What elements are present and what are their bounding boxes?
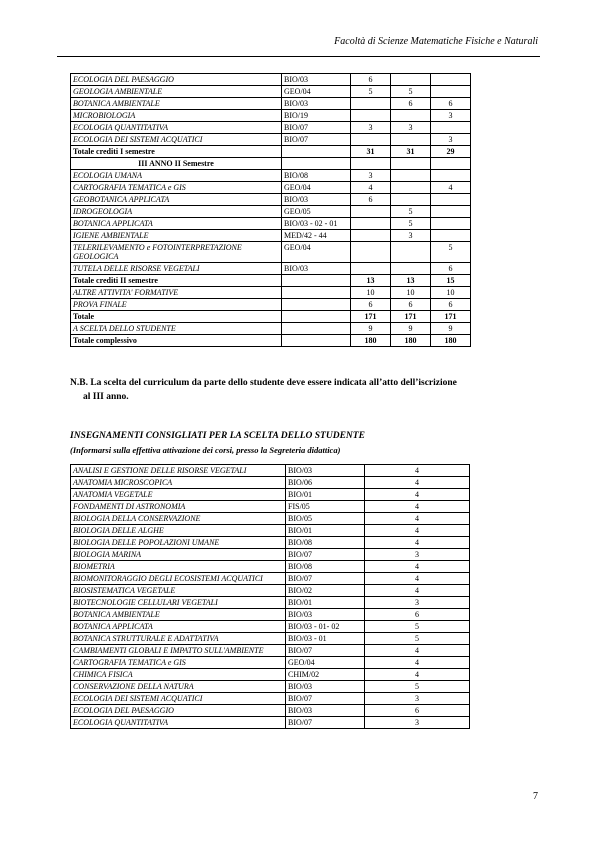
course-name: ECOLOGIA UMANA [71, 170, 282, 182]
credits-col-1 [351, 98, 391, 110]
course-name: BOTANICA APPLICATA [71, 218, 282, 230]
table-row [71, 146, 471, 158]
credits-col-3: 180 [431, 335, 471, 347]
course-code: BIO/01 [286, 525, 365, 537]
course-name: IDROGEOLOGIA [71, 206, 282, 218]
course-credits: 4 [365, 477, 470, 489]
table-row [71, 717, 470, 729]
credits-col-3: 171 [431, 311, 471, 323]
table-row [71, 86, 471, 98]
credits-col-2 [391, 170, 431, 182]
table-row [71, 657, 470, 669]
table-row [71, 323, 471, 335]
table-row [71, 74, 471, 86]
credits-col-3: 4 [431, 182, 471, 194]
credits-col-1 [351, 230, 391, 242]
course-code: BIO/07 [286, 717, 365, 729]
course-code: GEO/05 [282, 206, 351, 218]
table-row [71, 705, 470, 717]
course-name: Totale crediti I semestre [71, 146, 282, 158]
course-code: BIO/03 - 02 - 01 [282, 218, 351, 230]
credits-col-1: 5 [351, 86, 391, 98]
course-code: BIO/03 - 01 [286, 633, 365, 645]
course-code: BIO/08 [282, 170, 351, 182]
course-name: CAMBIAMENTI GLOBALI E IMPATTO SULL'AMBIENTE [71, 645, 286, 657]
course-name: CARTOGRAFIA TEMATICA e GIS [71, 657, 286, 669]
course-name: A SCELTA DELLO STUDENTE [71, 323, 282, 335]
credits-col-3: 10 [431, 287, 471, 299]
course-code: BIO/07 [286, 645, 365, 657]
credits-col-1: 171 [351, 311, 391, 323]
course-code: MED/42 - 44 [282, 230, 351, 242]
course-credits: 4 [365, 525, 470, 537]
credits-col-1 [351, 206, 391, 218]
course-name: TUTELA DELLE RISORSE VEGETALI [71, 263, 282, 275]
table-row [71, 549, 470, 561]
course-name: CONSERVAZIONE DELLA NATURA [71, 681, 286, 693]
course-code [282, 158, 351, 170]
course-code: BIO/02 [286, 585, 365, 597]
credits-col-2: 5 [391, 218, 431, 230]
credits-col-1 [351, 263, 391, 275]
credits-col-3 [431, 206, 471, 218]
course-name: BIOLOGIA DELLE POPOLAZIONI UMANE [71, 537, 286, 549]
course-code: BIO/03 [282, 98, 351, 110]
course-name: ECOLOGIA QUANTITATIVA [71, 717, 286, 729]
credits-col-1: 3 [351, 122, 391, 134]
course-code: BIO/07 [282, 122, 351, 134]
table-row [71, 134, 471, 146]
credits-col-2 [391, 110, 431, 122]
course-credits: 4 [365, 465, 470, 477]
table-row [71, 537, 470, 549]
table-row [71, 561, 470, 573]
section-subtitle: (Informarsi sulla effettiva attivazione dei corsi, presso la Segreteria didattica) [70, 445, 341, 455]
section-title: INSEGNAMENTI CONSIGLIATI PER LA SCELTA DELLO STUDENTE [70, 431, 365, 441]
course-name: MICROBIOLOGIA [71, 110, 282, 122]
table-row [71, 122, 471, 134]
course-code: BIO/05 [286, 513, 365, 525]
course-credits: 4 [365, 513, 470, 525]
course-name: BOTANICA STRUTTURALE E ADATTATIVA [71, 633, 286, 645]
credits-col-2: 13 [391, 275, 431, 287]
course-name: CHIMICA FISICA [71, 669, 286, 681]
table-row [71, 621, 470, 633]
credits-col-3: 6 [431, 299, 471, 311]
course-name: IGIENE AMBIENTALE [71, 230, 282, 242]
credits-col-3: 3 [431, 110, 471, 122]
course-credits: 4 [365, 573, 470, 585]
course-credits: 4 [365, 501, 470, 513]
credits-col-2 [391, 242, 431, 263]
table-row [71, 299, 471, 311]
credits-col-2 [391, 158, 431, 170]
credits-col-1: 6 [351, 74, 391, 86]
credits-col-2: 6 [391, 299, 431, 311]
table-row [71, 170, 471, 182]
course-name: BIOMETRIA [71, 561, 286, 573]
table-row [71, 206, 471, 218]
course-name: ANATOMIA VEGETALE [71, 489, 286, 501]
table-row [71, 275, 471, 287]
course-credits: 3 [365, 717, 470, 729]
credits-col-3: 29 [431, 146, 471, 158]
course-code: BIO/07 [286, 549, 365, 561]
course-name: FONDAMENTI DI ASTRONOMIA [71, 501, 286, 513]
credits-col-2: 3 [391, 122, 431, 134]
table-row [71, 477, 470, 489]
credits-col-1 [351, 134, 391, 146]
course-name: ECOLOGIA DEL PAESAGGIO [71, 705, 286, 717]
course-name: GEOLOGIA AMBIENTALE [71, 86, 282, 98]
table-row [71, 513, 470, 525]
credits-col-1 [351, 218, 391, 230]
table-row [71, 110, 471, 122]
course-credits: 4 [365, 537, 470, 549]
table-row [71, 633, 470, 645]
credits-col-1: 10 [351, 287, 391, 299]
course-code: BIO/08 [286, 561, 365, 573]
course-code: BIO/08 [286, 537, 365, 549]
credits-col-2: 5 [391, 86, 431, 98]
credits-col-3 [431, 86, 471, 98]
table-row [71, 489, 470, 501]
course-name: ECOLOGIA QUANTITATIVA [71, 122, 282, 134]
table-row [71, 597, 470, 609]
table-row [71, 230, 471, 242]
credits-col-1: 6 [351, 194, 391, 206]
credits-col-3: 5 [431, 242, 471, 263]
note-line-1: N.B. La scelta del curriculum da parte dello studente deve essere indicata all’atto dell’iscrizione [70, 378, 457, 388]
credits-col-3 [431, 122, 471, 134]
table-row [71, 98, 471, 110]
course-credits: 6 [365, 705, 470, 717]
course-credits: 3 [365, 549, 470, 561]
course-name: ANALISI E GESTIONE DELLE RISORSE VEGETALI [71, 465, 286, 477]
credits-col-3: 6 [431, 98, 471, 110]
table-row [71, 681, 470, 693]
credits-col-2: 5 [391, 206, 431, 218]
course-name: BOTANICA APPLICATA [71, 621, 286, 633]
course-code: CHIM/02 [286, 669, 365, 681]
table-row [71, 693, 470, 705]
course-code: BIO/03 [282, 74, 351, 86]
course-code: BIO/06 [286, 477, 365, 489]
course-code: BIO/07 [282, 134, 351, 146]
credits-col-2 [391, 74, 431, 86]
credits-col-1: 9 [351, 323, 391, 335]
credits-col-3: 3 [431, 134, 471, 146]
course-name: Totale [71, 311, 282, 323]
credits-col-1: 180 [351, 335, 391, 347]
course-name: BIOLOGIA DELLA CONSERVAZIONE [71, 513, 286, 525]
course-name: ECOLOGIA DEI SISTEMI ACQUATICI [71, 693, 286, 705]
credits-col-1: 4 [351, 182, 391, 194]
credits-col-2 [391, 263, 431, 275]
course-credits: 5 [365, 681, 470, 693]
course-code: BIO/01 [286, 597, 365, 609]
course-name: Totale crediti II semestre [71, 275, 282, 287]
elective-courses-table [70, 464, 470, 729]
credits-col-2: 180 [391, 335, 431, 347]
course-code: BIO/01 [286, 489, 365, 501]
table-row [71, 158, 471, 170]
credits-col-2: 31 [391, 146, 431, 158]
course-code: GEO/04 [286, 657, 365, 669]
credits-col-3 [431, 170, 471, 182]
credits-col-3 [431, 158, 471, 170]
course-name: ECOLOGIA DEI SISTEMI ACQUATICI [71, 134, 282, 146]
course-credits: 4 [365, 585, 470, 597]
course-name: BIOLOGIA DELLE ALGHE [71, 525, 286, 537]
note-line-2: al III anno. [83, 392, 129, 402]
table-row [71, 501, 470, 513]
table-row [71, 218, 471, 230]
table-row [71, 242, 471, 263]
table-row [71, 465, 470, 477]
course-code: BIO/07 [286, 693, 365, 705]
credits-col-1: 6 [351, 299, 391, 311]
course-credits: 5 [365, 621, 470, 633]
course-credits: 4 [365, 561, 470, 573]
table-row [71, 573, 470, 585]
credits-col-2: 6 [391, 98, 431, 110]
credits-col-1: 31 [351, 146, 391, 158]
header-rule [57, 56, 540, 57]
course-name: BIOLOGIA MARINA [71, 549, 286, 561]
course-code [282, 299, 351, 311]
course-code: BIO/03 [286, 681, 365, 693]
credits-col-3: 6 [431, 263, 471, 275]
course-credits: 6 [365, 609, 470, 621]
course-name: ANATOMIA MICROSCOPICA [71, 477, 286, 489]
course-code: BIO/07 [286, 573, 365, 585]
credits-col-1 [351, 242, 391, 263]
table-row [71, 311, 471, 323]
page-header: Facoltà di Scienze Matematiche Fisiche e Naturali [334, 36, 538, 47]
note [70, 376, 510, 404]
course-name: III ANNO II Semestre [71, 158, 282, 170]
credits-col-1: 3 [351, 170, 391, 182]
credits-col-3: 15 [431, 275, 471, 287]
credits-col-3 [431, 194, 471, 206]
course-credits: 4 [365, 657, 470, 669]
course-code: BIO/03 - 01- 02 [286, 621, 365, 633]
course-name: BOTANICA AMBIENTALE [71, 98, 282, 110]
course-name: Totale complessivo [71, 335, 282, 347]
course-code: BIO/03 [286, 465, 365, 477]
course-code [282, 287, 351, 299]
course-code: GEO/04 [282, 86, 351, 98]
course-name: BIOMONITORAGGIO DEGLI ECOSISTEMI ACQUATICI [71, 573, 286, 585]
credits-col-2: 3 [391, 230, 431, 242]
course-credits: 5 [365, 633, 470, 645]
course-code: BIO/03 [282, 263, 351, 275]
credits-col-1: 13 [351, 275, 391, 287]
course-code: BIO/03 [286, 705, 365, 717]
course-code [282, 335, 351, 347]
table-row [71, 335, 471, 347]
course-name: ALTRE ATTIVITA' FORMATIVE [71, 287, 282, 299]
page-number: 7 [533, 791, 538, 802]
course-credits: 4 [365, 489, 470, 501]
course-code: BIO/19 [282, 110, 351, 122]
credits-col-3: 9 [431, 323, 471, 335]
course-name: BOTANICA AMBIENTALE [71, 609, 286, 621]
table-row [71, 182, 471, 194]
course-code [282, 146, 351, 158]
curriculum-table [70, 73, 471, 347]
table-row [71, 194, 471, 206]
credits-col-2 [391, 182, 431, 194]
course-code [282, 323, 351, 335]
course-credits: 4 [365, 669, 470, 681]
table-row [71, 287, 471, 299]
course-name: BIOTECNOLOGIE CELLULARI VEGETALI [71, 597, 286, 609]
table-row [71, 645, 470, 657]
credits-col-2: 10 [391, 287, 431, 299]
table-row [71, 585, 470, 597]
course-credits: 4 [365, 645, 470, 657]
credits-col-3 [431, 74, 471, 86]
course-name: GEOBOTANICA APPLICATA [71, 194, 282, 206]
credits-col-2 [391, 194, 431, 206]
credits-col-1 [351, 158, 391, 170]
table-row [71, 525, 470, 537]
course-code: GEO/04 [282, 182, 351, 194]
credits-col-1 [351, 110, 391, 122]
credits-col-2: 171 [391, 311, 431, 323]
course-code: BIO/03 [282, 194, 351, 206]
course-credits: 3 [365, 597, 470, 609]
course-code: GEO/04 [282, 242, 351, 263]
course-name: TELERILEVAMENTO e FOTOINTERPRETAZIONE GEOLOGICA [71, 242, 282, 263]
credits-col-3 [431, 218, 471, 230]
course-name: PROVA FINALE [71, 299, 282, 311]
course-code: FIS/05 [286, 501, 365, 513]
course-name: ECOLOGIA DEL PAESAGGIO [71, 74, 282, 86]
credits-col-2: 9 [391, 323, 431, 335]
credits-col-3 [431, 230, 471, 242]
table-row [71, 609, 470, 621]
course-code [282, 275, 351, 287]
course-code: BIO/03 [286, 609, 365, 621]
table-row [71, 669, 470, 681]
table-row [71, 263, 471, 275]
course-credits: 3 [365, 693, 470, 705]
course-name: BIOSISTEMATICA VEGETALE [71, 585, 286, 597]
course-name: CARTOGRAFIA TEMATICA e GIS [71, 182, 282, 194]
course-code [282, 311, 351, 323]
credits-col-2 [391, 134, 431, 146]
